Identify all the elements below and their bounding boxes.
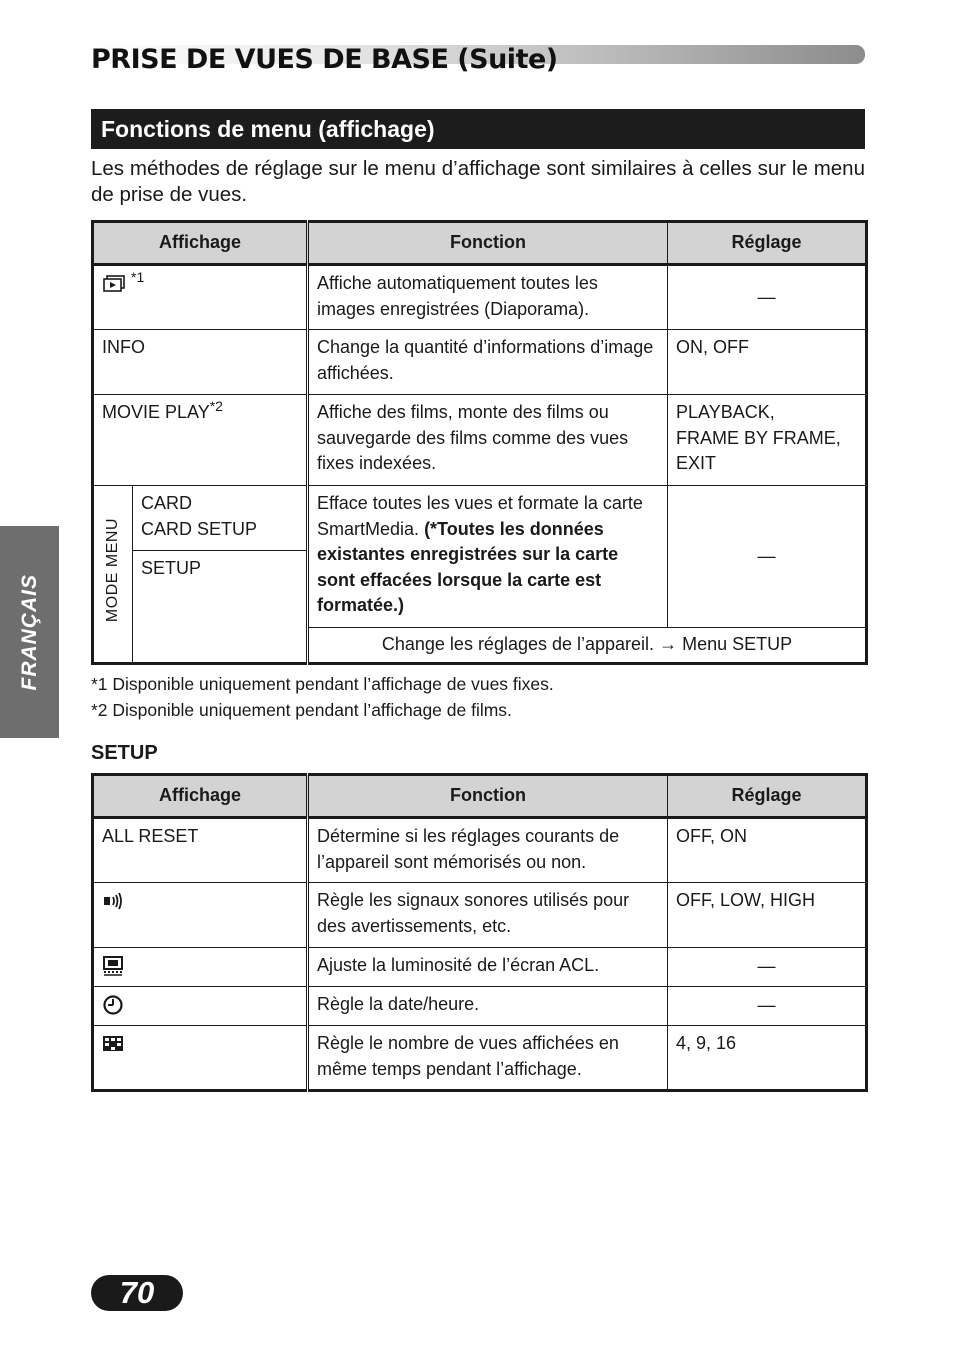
- monitor-brightness-icon: [102, 955, 124, 975]
- fonction-cell: Affiche des films, monte des films ou sauvegarde des films comme des vues fixes indexées.: [308, 395, 668, 486]
- fonction-cell: Change la quantité d’informations d’image affichées.: [308, 330, 668, 395]
- fonction-cell: Règle la date/heure.: [308, 987, 668, 1026]
- setup-fonction-text: Change les réglages de l’appareil.: [381, 634, 655, 655]
- slideshow-icon: [102, 273, 131, 293]
- reglage-cell: [668, 395, 867, 486]
- intro-paragraph: Les méthodes de réglage sur le menu d’affichage sont similaires à celles sur le menu de prise de vues.: [91, 157, 865, 206]
- fonction-cell: [308, 486, 668, 628]
- table-row: [93, 1026, 867, 1091]
- affichage-cell: [93, 1026, 308, 1091]
- mode-menu-label: MODE MENU: [104, 518, 122, 623]
- affichage-cell: INFO: [93, 330, 308, 395]
- card-setup-label: CARD SETUP: [141, 518, 258, 539]
- table-row: [93, 883, 867, 948]
- section-header: Fonctions de menu (affichage): [91, 109, 865, 149]
- table-row: [93, 486, 867, 551]
- table-row: [93, 330, 867, 395]
- movie-play-label: MOVIE PLAY: [102, 402, 210, 422]
- fonction-cell: Détermine si les réglages courants de l’appareil sont mémorisés ou non.: [308, 818, 668, 883]
- table-row: [93, 948, 867, 987]
- table-row: [93, 818, 867, 883]
- header-affichage: Affichage: [93, 775, 308, 818]
- page-title: PRISE DE VUES DE BASE (Suite): [91, 44, 558, 75]
- index-display-icon: [102, 1033, 124, 1053]
- affichage-cell: ALL RESET: [93, 818, 308, 883]
- reglage-cell: OFF, ON: [668, 818, 867, 883]
- reglage-cell: —: [668, 486, 867, 628]
- fonction-text: Efface toutes les vues et formate la carte SmartMedia.: [317, 493, 643, 539]
- fonction-cell: Règle les signaux sonores utilisés pour des avertissements, etc.: [308, 883, 668, 948]
- table-header-row: [93, 775, 867, 818]
- header-reglage: Réglage: [668, 222, 867, 265]
- affichage-cell: [93, 948, 308, 987]
- reglage-cell: —: [668, 948, 867, 987]
- mode-menu-cell: [93, 486, 133, 664]
- reglage-cell: —: [668, 265, 867, 330]
- affichage-cell: [93, 987, 308, 1026]
- language-side-tab: [0, 526, 59, 738]
- affichage-cell: [93, 883, 308, 948]
- language-label: FRANÇAIS: [17, 573, 41, 691]
- reglage-line: FRAME BY FRAME,: [676, 427, 841, 448]
- reglage-cell: 4, 9, 16: [668, 1026, 867, 1091]
- affichage-cell: [93, 265, 308, 330]
- reglage-cell: —: [668, 987, 867, 1026]
- reglage-line: EXIT: [676, 453, 717, 473]
- footnote-1: *1 Disponible uniquement pendant l’affichage de vues fixes.: [91, 674, 554, 694]
- header-affichage: Affichage: [93, 222, 308, 265]
- fonction-cell: Affiche automatiquement toutes les images enregistrées (Diaporama).: [308, 265, 668, 330]
- footnote-marker: *1: [131, 269, 145, 285]
- table-row: [93, 395, 867, 486]
- header-fonction: Fonction: [308, 222, 668, 265]
- setup-target-text: Menu SETUP: [682, 634, 793, 655]
- card-cell: [133, 486, 308, 551]
- footnote-2: *2 Disponible uniquement pendant l’affichage de films.: [91, 700, 512, 720]
- setup-fonction-cell: [308, 628, 867, 664]
- table-row: [93, 987, 867, 1026]
- fonction-cell: Ajuste la luminosité de l’écran ACL.: [308, 948, 668, 987]
- display-menu-table: [91, 220, 868, 665]
- fonction-warning: (*Toutes les données existantes enregistrées sur la carte sont effacées lorsque la carte est formatée.): [317, 518, 619, 615]
- page-number: 70: [91, 1275, 183, 1311]
- reglage-line: PLAYBACK,: [676, 402, 775, 422]
- header-reglage: Réglage: [668, 775, 867, 818]
- header-fonction: Fonction: [308, 775, 668, 818]
- setup-heading: SETUP: [91, 742, 158, 764]
- affichage-cell: [93, 395, 308, 486]
- beep-icon: [102, 890, 124, 910]
- setup-cell: SETUP: [133, 551, 308, 664]
- card-label: CARD: [141, 493, 193, 513]
- clock-icon: [102, 994, 124, 1014]
- setup-table: [91, 773, 868, 1092]
- footnote-marker: *2: [209, 398, 223, 414]
- reglage-cell: OFF, LOW, HIGH: [668, 883, 867, 948]
- reglage-cell: ON, OFF: [668, 330, 867, 395]
- arrow-right-icon: →: [659, 634, 678, 655]
- table-row: [93, 265, 867, 330]
- fonction-cell: Règle le nombre de vues affichées en même temps pendant l’affichage.: [308, 1026, 668, 1091]
- table-header-row: [93, 222, 867, 265]
